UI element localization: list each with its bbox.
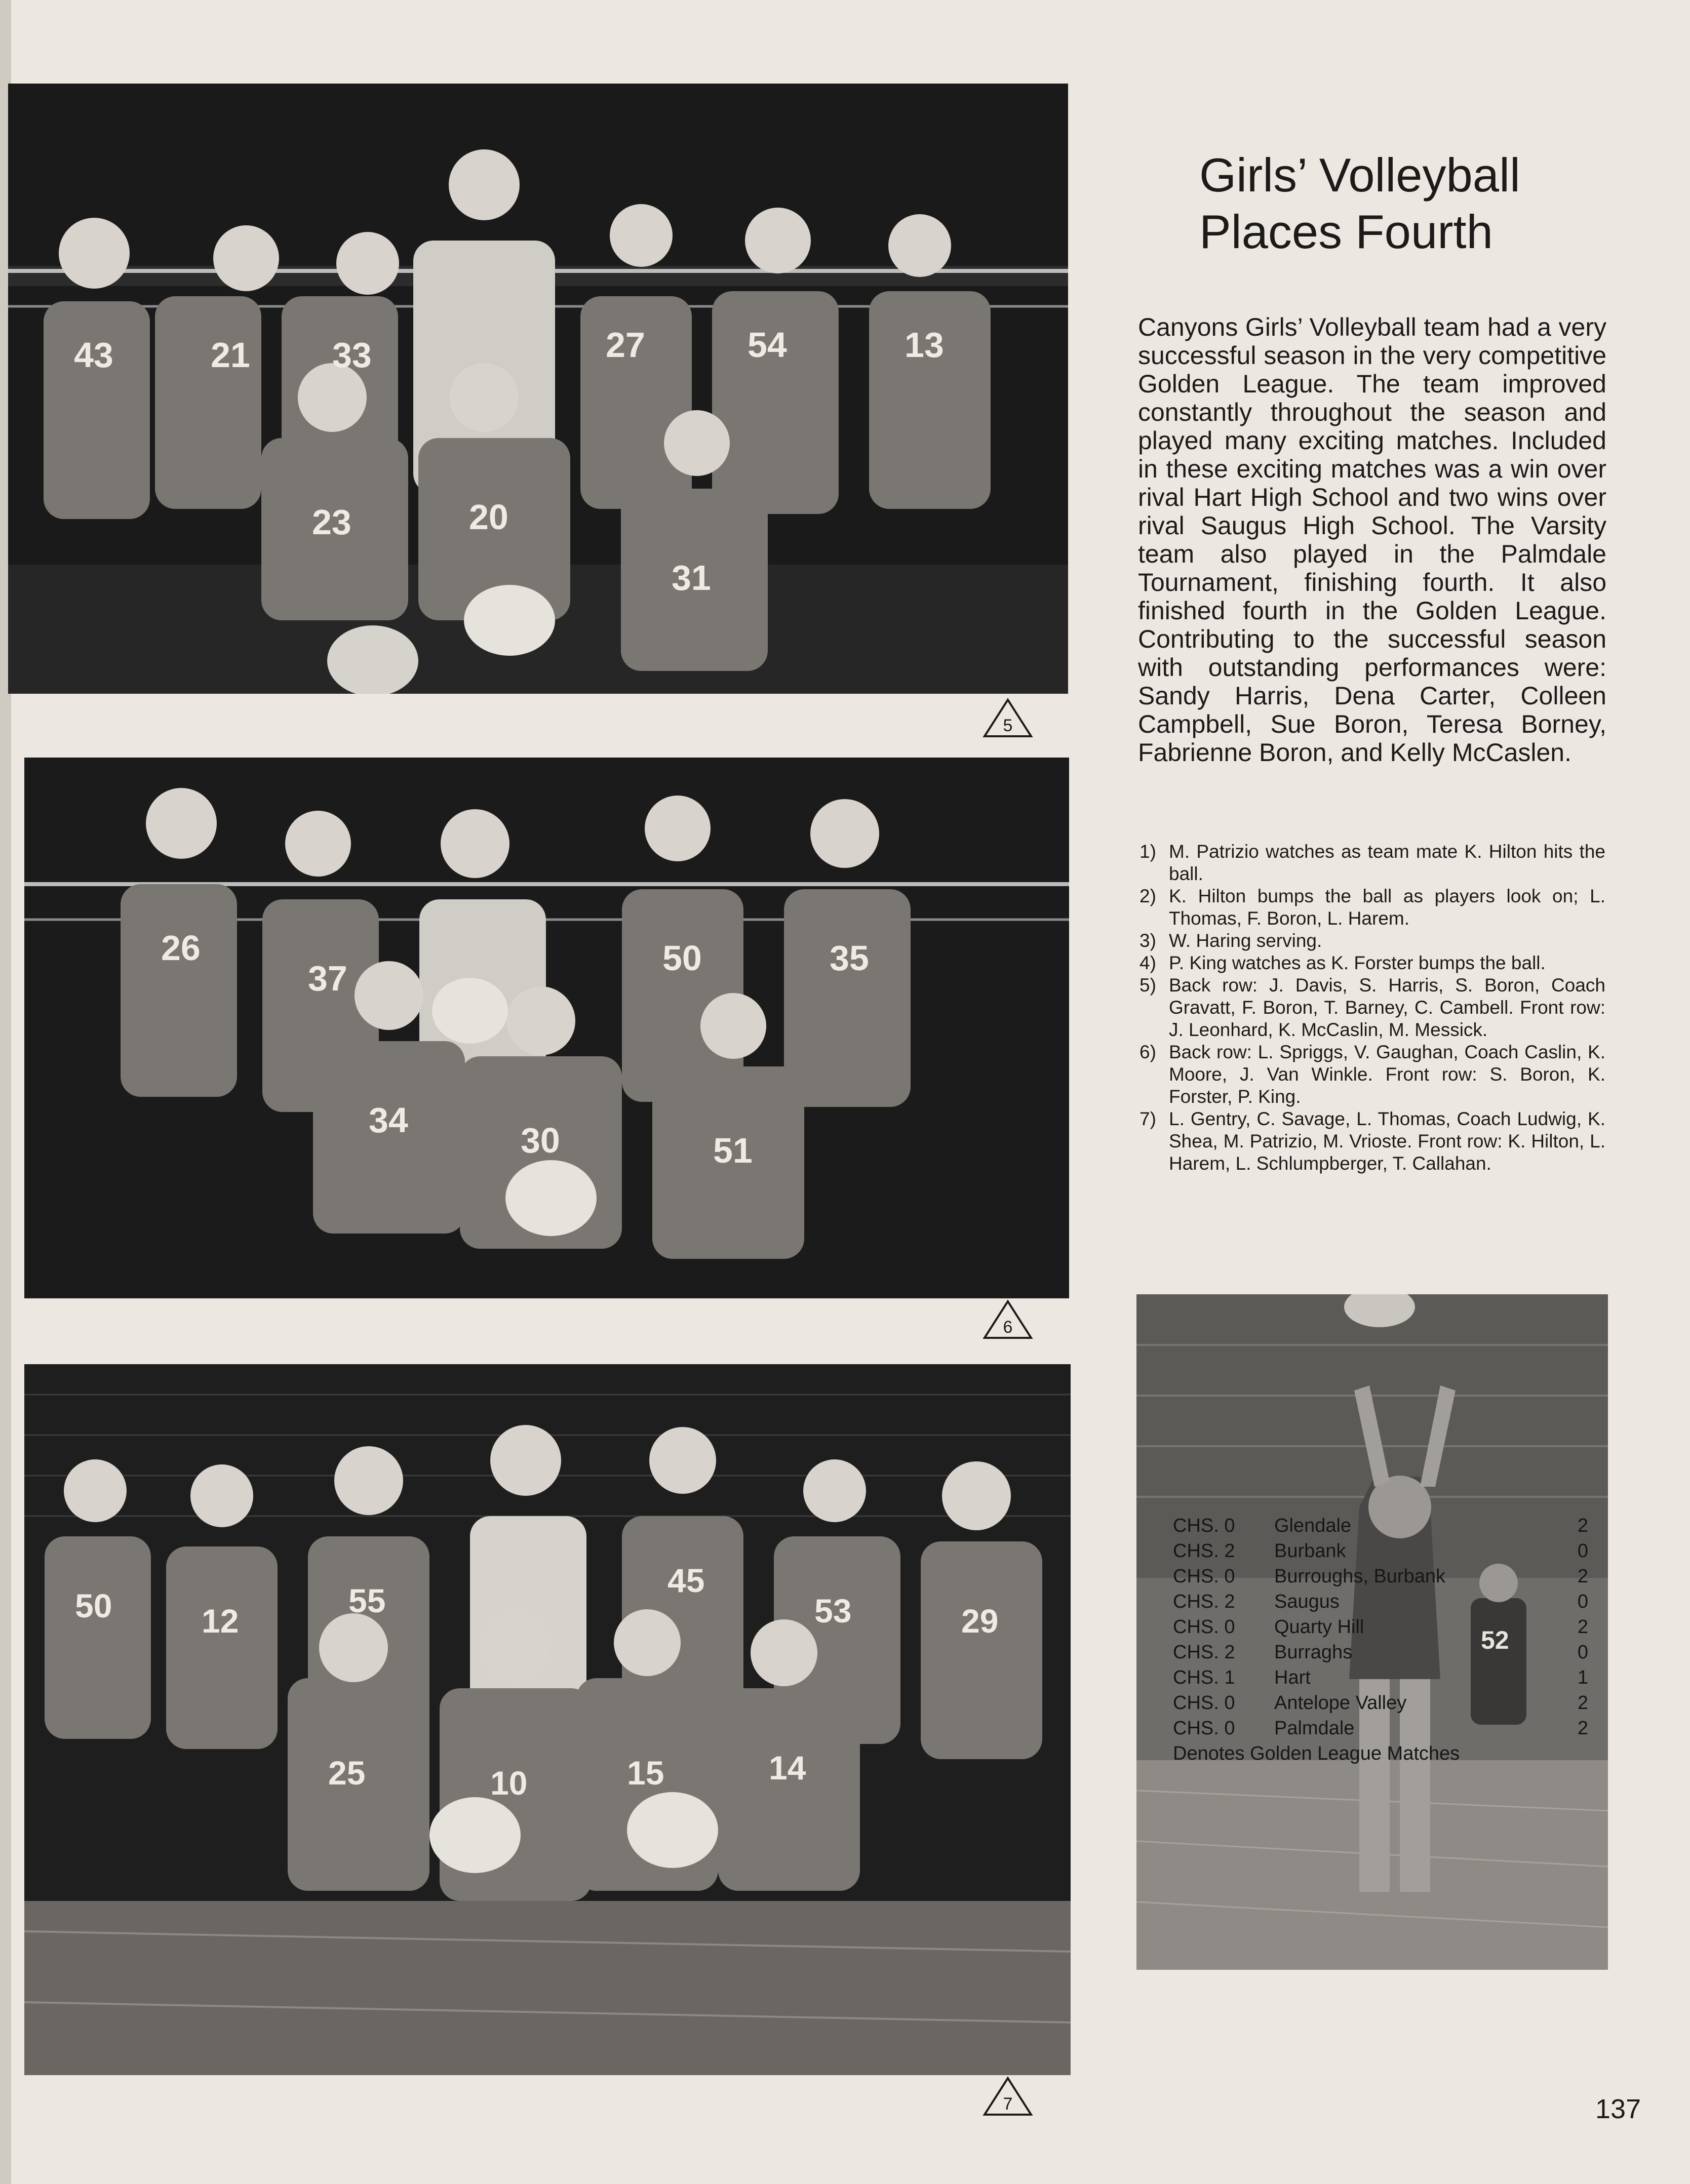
score-value: 0: [1577, 1540, 1588, 1562]
jersey-number: 53: [814, 1592, 852, 1630]
article-body: Canyons Girls’ Volleyball team had a very successful season in the very competitive Golden League. The team improved constantly throughout the season and played many exciting matches. Included in these exciting matches was a win over rival Hart High School and two wins over rival Saugus High School. The Varsity team also played in the Palmdale Tournament, finishing fourth. It also finished fourth in the Golden League. Contributing to the successful season with outstanding performances were: Sandy Harris, Dena Carter, Colleen Campbell, Sue Boron, Teresa Borney, Fabrienne Boron, and Kelly McCaslen.: [1138, 313, 1606, 767]
article-title-line2: Places Fourth: [1199, 205, 1493, 258]
photo-marker-6-label: 6: [1003, 1318, 1013, 1337]
jersey-number: 14: [769, 1749, 806, 1786]
score-value: 0: [1577, 1642, 1588, 1663]
score-row: [1173, 1538, 1588, 1564]
team-photo-7: [24, 1364, 1071, 2075]
score-row: [1173, 1665, 1588, 1690]
jersey-number: 50: [662, 938, 702, 978]
score-opponent: Burroughs, Burbank: [1274, 1566, 1445, 1587]
team-photo-6: [24, 758, 1069, 1298]
score-opponent: Glendale: [1274, 1515, 1352, 1536]
jersey-number: 10: [490, 1764, 528, 1802]
score-chs: CHS. 0: [1173, 1718, 1235, 1739]
jersey-number: 26: [161, 928, 201, 968]
caption-text: P. King watches as K. Forster bumps the ball.: [1169, 952, 1546, 973]
score-chs: CHS. 1: [1173, 1667, 1235, 1688]
score-value: 1: [1577, 1667, 1588, 1688]
jersey-number: 29: [961, 1602, 999, 1640]
score-row: [1173, 1564, 1588, 1589]
score-value: 2: [1577, 1566, 1588, 1587]
caption-text: L. Gentry, C. Savage, L. Thomas, Coach Ludwig, K. Shea, M. Patrizio, M. Vrioste. Front row: K. Hilton, L. Harem, L. Schlumpberger, T. Callahan.: [1169, 1108, 1605, 1174]
score-opponent: Burbank: [1274, 1540, 1346, 1562]
score-chs: CHS. 2: [1173, 1540, 1235, 1562]
score-row: [1173, 1690, 1588, 1716]
score-chs: CHS. 0: [1173, 1515, 1235, 1536]
jersey-number: 54: [748, 325, 787, 365]
caption-number: 2): [1139, 886, 1156, 906]
score-value: 2: [1577, 1515, 1588, 1536]
jersey-number: 20: [469, 497, 508, 537]
article-title-line1: Girls’ Volleyball: [1199, 148, 1520, 202]
score-chs: CHS. 0: [1173, 1616, 1235, 1638]
jersey-number: 30: [521, 1121, 560, 1160]
jersey-number: 43: [74, 335, 113, 375]
photo-captions: [1139, 841, 1605, 1175]
jersey-number: 21: [211, 335, 250, 375]
photo-marker-7: [982, 2076, 1033, 2117]
score-row: [1173, 1513, 1588, 1538]
jersey-number: 31: [672, 558, 711, 598]
jersey-number: 33: [332, 335, 372, 375]
article-title: [1199, 147, 1655, 260]
jersey-number: 25: [328, 1754, 366, 1792]
caption-text: Back row: L. Spriggs, V. Gaughan, Coach Caslin, K. Moore, J. Van Winkle. Front row: S. Boron, K. Forster, P. King.: [1169, 1042, 1605, 1107]
score-opponent: Antelope Valley: [1274, 1692, 1407, 1714]
team-photo-6-image: [24, 758, 1069, 1298]
jersey-number: 37: [308, 959, 347, 998]
score-row: [1173, 1640, 1588, 1665]
caption-item: [1139, 952, 1605, 974]
caption-item: [1139, 885, 1605, 930]
photo-marker-7-label: 7: [1003, 2094, 1013, 2114]
jersey-number: 13: [905, 325, 944, 365]
caption-text: K. Hilton bumps the ball as players look on; L. Thomas, F. Boron, L. Harem.: [1169, 886, 1605, 929]
jersey-number: 51: [713, 1131, 753, 1170]
jersey-number: 45: [667, 1562, 705, 1599]
caption-item: [1139, 841, 1605, 885]
action-photo: [1136, 1294, 1608, 1970]
caption-number: 6): [1139, 1042, 1156, 1062]
caption-item: [1139, 930, 1605, 952]
caption-number: 1): [1139, 841, 1156, 862]
score-chs: CHS. 0: [1173, 1692, 1235, 1714]
caption-text: W. Haring serving.: [1169, 930, 1322, 951]
score-opponent: Saugus: [1274, 1591, 1340, 1612]
jersey-number: 50: [75, 1587, 112, 1624]
photo-marker-6: [982, 1299, 1033, 1340]
jersey-number: 15: [627, 1754, 664, 1792]
page-number: 137: [1595, 2094, 1641, 2124]
score-row: [1173, 1589, 1588, 1614]
score-opponent: Burraghs: [1274, 1642, 1353, 1663]
score-value: 2: [1577, 1692, 1588, 1714]
caption-text: Back row: J. Davis, S. Harris, S. Boron, Coach Gravatt, F. Boron, T. Barney, C. Cambell. Front row: J. Leonhard, K. McCaslin, M. Messick.: [1169, 975, 1605, 1040]
jersey-number: 12: [202, 1602, 239, 1640]
score-value: 2: [1577, 1616, 1588, 1638]
score-row: [1173, 1716, 1588, 1741]
caption-number: 4): [1139, 952, 1156, 973]
team-photo-5: [8, 84, 1068, 694]
score-chs: CHS. 0: [1173, 1566, 1235, 1587]
caption-number: 5): [1139, 975, 1156, 996]
jersey-number: 55: [348, 1582, 386, 1619]
jersey-number: 27: [606, 325, 645, 365]
caption-item: [1139, 1108, 1605, 1175]
caption-item: [1139, 1041, 1605, 1108]
score-opponent: Quarty Hill: [1274, 1616, 1364, 1638]
team-photo-7-image: [24, 1364, 1071, 2075]
caption-number: 7): [1139, 1108, 1156, 1129]
score-value: 2: [1577, 1718, 1588, 1739]
season-scores: [1173, 1513, 1588, 1766]
score-chs: CHS. 2: [1173, 1642, 1235, 1663]
jersey-number: 35: [830, 938, 869, 978]
caption-item: [1139, 974, 1605, 1041]
caption-text: M. Patrizio watches as team mate K. Hilton hits the ball.: [1169, 841, 1605, 884]
scores-footnote: Denotes Golden League Matches: [1173, 1743, 1460, 1764]
score-opponent: Palmdale: [1274, 1718, 1355, 1739]
photo-marker-5: [982, 698, 1033, 738]
photo-marker-5-label: 5: [1003, 716, 1013, 735]
score-chs: CHS. 2: [1173, 1591, 1235, 1612]
score-opponent: Hart: [1274, 1667, 1311, 1688]
caption-number: 3): [1139, 930, 1156, 951]
action-jersey-number: 52: [1481, 1626, 1509, 1654]
score-row: [1173, 1614, 1588, 1640]
team-photo-5-image: [8, 84, 1068, 694]
score-value: 0: [1577, 1591, 1588, 1612]
jersey-number: 34: [369, 1100, 408, 1140]
jersey-number: 23: [312, 502, 351, 542]
